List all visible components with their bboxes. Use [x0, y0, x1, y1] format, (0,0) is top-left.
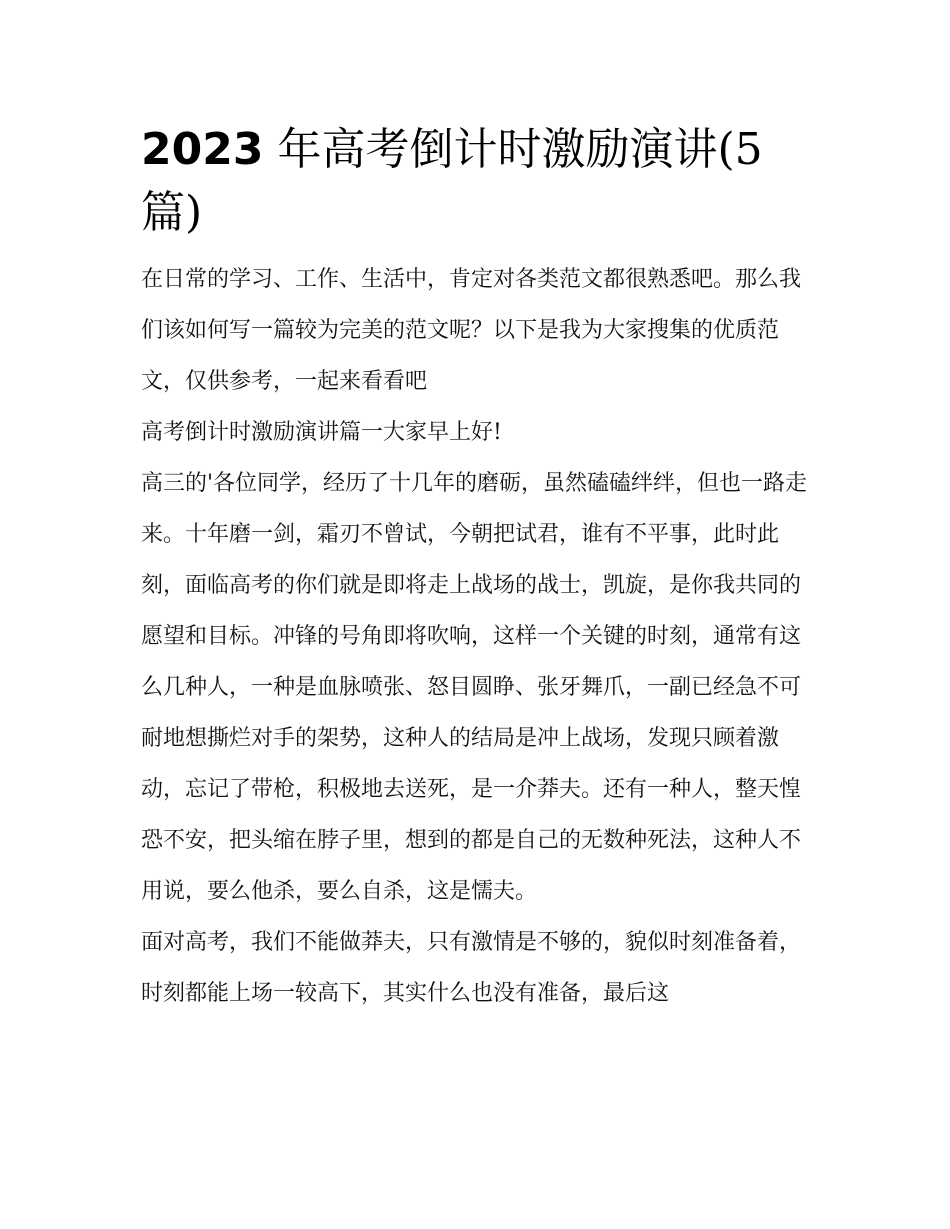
title-text: 年高考倒计时激励演讲(5篇)	[141, 124, 763, 238]
document-body	[141, 118, 813, 1019]
section-heading-paragraph: 高考倒计时激励演讲篇一大家早上好!	[141, 420, 502, 445]
title-year: 2023	[141, 124, 264, 175]
body-paragraph-2: 面对高考，我们不能做莽夫，只有激情是不够的，貌似时刻准备着，时刻都能上场一较高下，其实什么也没有准备，最后这	[141, 930, 802, 1006]
body-paragraph-1: 高三的'各位同学，经历了十几年的磨砺，虽然磕磕绊绊，但也一路走来。十年磨一剑，霜刃不曾试，今朝把试君，谁有不平事，此时此刻，面临高考的你们就是即将走上战场的战士，凯旋，是你我共同的愿望和目标。冲锋的号角即将吹响，这样一个关键的时刻，通常有这么几种人，一种是血脉喷张、怒目圆睁、张牙舞爪，一副已经急不可耐地想撕烂对手的架势，这种人的结局是冲上战场，发现只顾着激动，忘记了带枪，积极地去送死，是一介莽夫。还有一种人，整天惶恐不安，把头缩在脖子里，想到的都是自己的无数种死法，这种人不用说，要么他杀，要么自杀，这是懦夫。	[141, 471, 808, 904]
document-title	[141, 118, 813, 244]
intro-paragraph: 在日常的学习、工作、生活中，肯定对各类范文都很熟悉吧。那么我们该如何写一篇较为完美的范文呢？以下是我为大家搜集的优质范文，仅供参考，一起来看看吧	[141, 267, 802, 394]
